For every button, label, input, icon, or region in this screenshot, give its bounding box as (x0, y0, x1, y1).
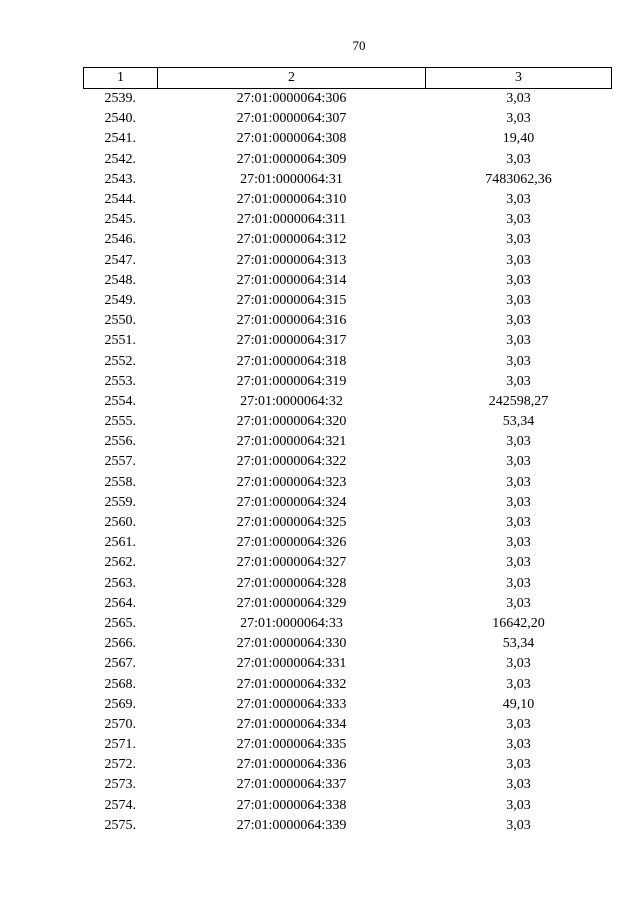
table-row (84, 291, 612, 311)
cadastral-number: 27:01:0000064:324 (236, 494, 347, 510)
table-row (84, 129, 612, 149)
table-row (84, 553, 612, 573)
row-value: 3,03 (506, 252, 531, 268)
table-row (84, 251, 612, 271)
cadastral-number: 27:01:0000064:330 (236, 636, 347, 652)
cadastral-number: 27:01:0000064:325 (236, 515, 347, 531)
cadastral-number: 27:01:0000064:331 (236, 656, 347, 672)
row-number: 2544. (104, 192, 136, 208)
row-value: 3,03 (506, 737, 531, 753)
cadastral-number: 27:01:0000064:309 (236, 151, 347, 167)
row-number: 2539. (104, 91, 136, 107)
column-header-1: 1 (84, 68, 158, 89)
row-number: 2562. (104, 555, 136, 571)
table-row (84, 452, 612, 472)
row-value: 3,03 (506, 353, 531, 369)
table-row (84, 89, 612, 110)
cadastral-number: 27:01:0000064:308 (236, 131, 347, 147)
row-number: 2568. (104, 676, 136, 692)
table-row (84, 372, 612, 392)
row-number: 2566. (104, 636, 136, 652)
row-value: 3,03 (506, 373, 531, 389)
cadastral-number: 27:01:0000064:313 (236, 252, 347, 268)
row-number: 2570. (104, 716, 136, 732)
table-row (84, 634, 612, 654)
row-value: 19,40 (502, 131, 535, 147)
row-number: 2560. (104, 515, 136, 531)
cadastral-number: 27:01:0000064:314 (236, 272, 347, 288)
row-value: 7483062,36 (485, 171, 552, 187)
column-header-3: 3 (426, 68, 612, 89)
row-number: 2546. (104, 232, 136, 248)
row-value: 3,03 (506, 333, 531, 349)
row-value: 3,03 (506, 575, 531, 591)
cadastral-number: 27:01:0000064:32 (240, 393, 343, 409)
row-number: 2550. (104, 313, 136, 329)
table-row (84, 755, 612, 775)
table-row (84, 674, 612, 694)
row-number: 2554. (104, 393, 136, 409)
table-row (84, 594, 612, 614)
table-row (84, 614, 612, 634)
row-value: 3,03 (506, 192, 531, 208)
row-value: 3,03 (506, 434, 531, 450)
cadastral-number: 27:01:0000064:31 (240, 171, 343, 187)
cadastral-number: 27:01:0000064:310 (236, 192, 347, 208)
row-value: 3,03 (506, 716, 531, 732)
row-number: 2547. (104, 252, 136, 268)
row-value: 3,03 (506, 292, 531, 308)
row-number: 2571. (104, 737, 136, 753)
cadastral-number: 27:01:0000064:307 (236, 111, 347, 127)
table-row (84, 574, 612, 594)
row-number: 2541. (104, 131, 136, 147)
table-row (84, 150, 612, 170)
table-row (84, 775, 612, 795)
row-number: 2540. (104, 111, 136, 127)
row-value: 3,03 (506, 454, 531, 470)
row-number: 2567. (104, 656, 136, 672)
cadastral-number: 27:01:0000064:337 (236, 777, 347, 793)
table-row (84, 271, 612, 291)
table-row (84, 493, 612, 513)
row-number: 2542. (104, 151, 136, 167)
row-value: 3,03 (506, 272, 531, 288)
row-number: 2551. (104, 333, 136, 349)
cadastral-number: 27:01:0000064:332 (236, 676, 347, 692)
table-row (84, 210, 612, 230)
page-number: 70 (352, 38, 366, 53)
table-row (84, 230, 612, 250)
table-row (84, 473, 612, 493)
row-number: 2549. (104, 292, 136, 308)
column-header-2: 2 (158, 68, 426, 89)
row-value: 3,03 (506, 817, 531, 833)
table-row (84, 513, 612, 533)
row-number: 2575. (104, 817, 136, 833)
row-value: 3,03 (506, 91, 531, 107)
row-value: 53,34 (502, 414, 535, 430)
row-value: 3,03 (506, 535, 531, 551)
cadastral-number: 27:01:0000064:33 (240, 615, 343, 631)
table-row (84, 109, 612, 129)
table-row (84, 533, 612, 553)
cadastral-number: 27:01:0000064:329 (236, 595, 347, 611)
row-value: 3,03 (506, 151, 531, 167)
cadastral-number: 27:01:0000064:336 (236, 757, 347, 773)
cadastral-number: 27:01:0000064:320 (236, 414, 347, 430)
cadastral-number: 27:01:0000064:328 (236, 575, 347, 591)
table-row (84, 735, 612, 755)
table-row (84, 796, 612, 816)
row-number: 2558. (104, 474, 136, 490)
cadastral-number: 27:01:0000064:318 (236, 353, 347, 369)
header-row (84, 68, 612, 89)
row-value: 16642,20 (492, 615, 545, 631)
row-value: 3,03 (506, 777, 531, 793)
cadastral-number: 27:01:0000064:334 (236, 716, 347, 732)
table-row (84, 392, 612, 412)
row-number: 2557. (104, 454, 136, 470)
row-value: 3,03 (506, 555, 531, 571)
cadastral-number: 27:01:0000064:322 (236, 454, 347, 470)
table-row (84, 351, 612, 371)
table-row (84, 170, 612, 190)
row-value: 49,10 (502, 696, 535, 712)
row-number: 2556. (104, 434, 136, 450)
row-value: 3,03 (506, 111, 531, 127)
table-row (84, 311, 612, 331)
row-value: 3,03 (506, 757, 531, 773)
data-table (83, 67, 612, 836)
table-row (84, 432, 612, 452)
row-number: 2572. (104, 757, 136, 773)
row-value: 3,03 (506, 656, 531, 672)
row-value: 3,03 (506, 212, 531, 228)
row-value: 3,03 (506, 232, 531, 248)
row-value: 242598,27 (488, 393, 549, 409)
table-header (84, 68, 612, 89)
table-body (84, 89, 612, 836)
table-row (84, 715, 612, 735)
row-value: 3,03 (506, 313, 531, 329)
row-number: 2569. (104, 696, 136, 712)
row-value: 3,03 (506, 676, 531, 692)
cadastral-number: 27:01:0000064:317 (236, 333, 347, 349)
table-row (84, 695, 612, 715)
cadastral-number: 27:01:0000064:338 (236, 797, 347, 813)
row-number: 2561. (104, 535, 136, 551)
table-row (84, 331, 612, 351)
cadastral-number: 27:01:0000064:321 (236, 434, 347, 450)
cadastral-number: 27:01:0000064:326 (236, 535, 347, 551)
cadastral-number: 27:01:0000064:333 (236, 696, 347, 712)
row-number: 2548. (104, 272, 136, 288)
cadastral-number: 27:01:0000064:311 (236, 212, 347, 228)
row-number: 2553. (104, 373, 136, 389)
row-number: 2555. (104, 414, 136, 430)
cadastral-number: 27:01:0000064:323 (236, 474, 347, 490)
cadastral-number: 27:01:0000064:306 (236, 91, 347, 107)
row-number: 2573. (104, 777, 136, 793)
cadastral-number: 27:01:0000064:315 (236, 292, 347, 308)
cadastral-number: 27:01:0000064:339 (236, 817, 347, 833)
row-number: 2574. (104, 797, 136, 813)
table-row (84, 816, 612, 836)
row-number: 2543. (104, 171, 136, 187)
cadastral-number: 27:01:0000064:316 (236, 313, 347, 329)
row-number: 2565. (104, 615, 136, 631)
row-number: 2559. (104, 494, 136, 510)
row-value: 3,03 (506, 797, 531, 813)
row-value: 3,03 (506, 474, 531, 490)
table-row (84, 654, 612, 674)
row-number: 2564. (104, 595, 136, 611)
row-value: 3,03 (506, 595, 531, 611)
row-value: 53,34 (502, 636, 535, 652)
cadastral-number: 27:01:0000064:319 (236, 373, 347, 389)
cadastral-number: 27:01:0000064:327 (236, 555, 347, 571)
row-number: 2552. (104, 353, 136, 369)
row-value: 3,03 (506, 515, 531, 531)
row-number: 2563. (104, 575, 136, 591)
row-number: 2545. (104, 212, 136, 228)
table-row (84, 412, 612, 432)
table-row (84, 190, 612, 210)
cadastral-number: 27:01:0000064:312 (236, 232, 347, 248)
cadastral-number: 27:01:0000064:335 (236, 737, 347, 753)
row-value: 3,03 (506, 494, 531, 510)
